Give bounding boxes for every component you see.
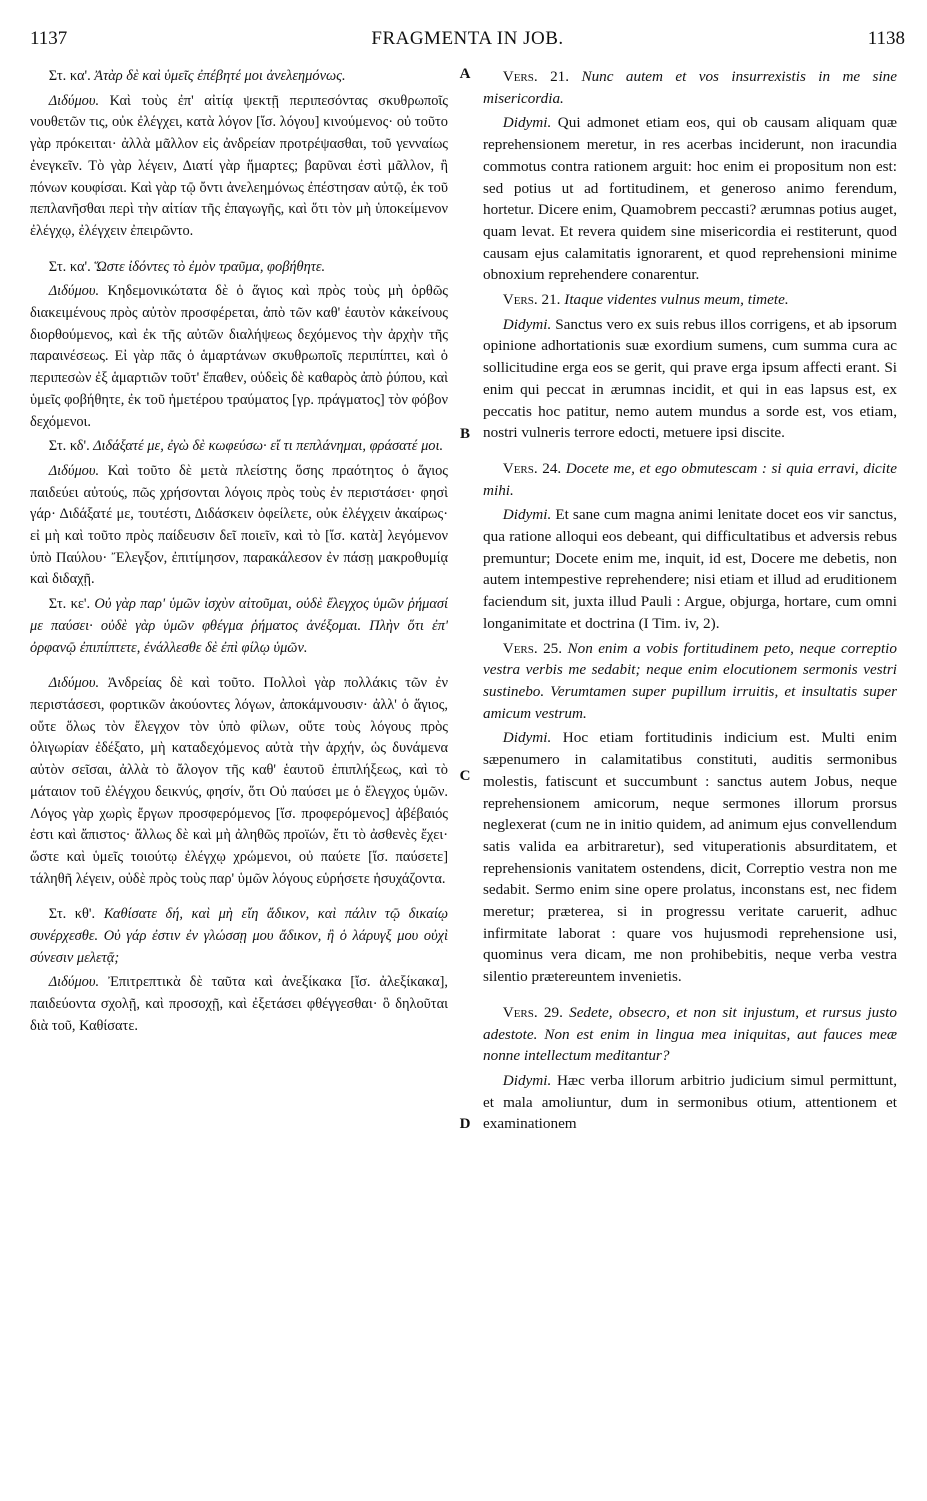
- commentary-text: Hoc etiam fortitudinis indicium est. Multi enim sæpenumero in calamitatibus constituti, auditis sermonibus molestis, fatiscunt et succumbunt : sanctus autem Jobus, neque reprehensionem amicorum, neque sermones illorum prorsus neglexerat (cum ne in initio quidem, ad animum ejus convellendum satis valida ea arbitraretur), sed vituperationis absurditatem, et reprehensionis vanitatem ostendens, dicit, Correptio vestra non me sedabit. Sermo enim sine opere prolatus, inconstans est, nec fidem meretur; præterea, si in progressu veritate caruerit, adhuc infirmitate laborat : quare vos hujusmodi reprehensione usi, quominus vera dicam, me non prohibebitis, neque verba vestra silentio prætereuntem invenietis.: [483, 729, 897, 986]
- verse-reference: Vers. 25.: [502, 639, 563, 657]
- commentator-name: Didymi.: [502, 506, 552, 524]
- commentary-block: [483, 1070, 897, 1135]
- verse-reference: Vers. 21.: [502, 291, 561, 309]
- commentary-text: Sanctus vero ex suis rebus illos corrigens, et ab ipsorum opinione adhortationis suæ exordium sumens, cum summa cura ac sollicitudine erga eos se gerit, qui prave erga ipsum affecti erant. Si enim qui peccat in ærumnas incidit, et qui in eas lapsus est, ex peccatis hoc patitur, nemo autem mundus a sorde est, vos etiam, nostri vulneris terrore edocti, metuere ipsi discite.: [483, 315, 897, 442]
- commentator-name: Διδύμου.: [48, 974, 100, 991]
- running-title: FRAGMENTA IN JOB.: [371, 28, 564, 49]
- verse-text: Ὥστε ἰδόντες τὸ ἐμὸν τραῦμα, φοβήθητε.: [94, 258, 326, 275]
- margin-letter-b: B: [459, 426, 470, 442]
- verse-block: [30, 904, 448, 969]
- margin-letter-d: D: [459, 1116, 471, 1132]
- verse-block: [483, 289, 897, 311]
- verse-text: Nunc autem et vos insurrexistis in me sine misericordia.: [483, 68, 897, 107]
- commentary-text: Καὶ τοὺς ἐπ' αἰτίᾳ ψεκτῇ περιπεσόντας σκυθρωποῖς νουθετῶν τις, οὐκ ἐλέγχει, κατὰ λόγον [ἴσ. λόγου] κινούμενος· οὐ τοῦτο γὰρ πρόκειται· ἀλλὰ μᾶλλον εἰς ἀνδρείαν προτρέψασθαι, τοῦ γενναίως ἐνεγκεῖν. Τὸ γὰρ λέγειν, Διατί γὰρ ἥμαρτες; βαρῦναι ἐστὶ μᾶλλον, ἢ πόνων κουφίσαι. Καὶ γὰρ τῷ ὄντι ἀνελεημόνως ἐπέστησαν αὐτῷ, ἐκ τοῦ πεπλανῆσθαι περὶ τὴν αἰτίαν τῆς ἐπαγωγῆς, καὶ ὅτι τὸν μὴ ὑποκείμενον ἐλέγχῳ, ἐλέγχειν ἐπειρῶντο.: [30, 92, 448, 239]
- verse-block: [30, 594, 448, 659]
- verse-text: Οὐ γὰρ παρ' ὑμῶν ἰσχὺν αἰτοῦμαι, οὐδὲ ἔλεγχος ὑμῶν ῥήμασί με παύσει· οὐδὲ γὰρ ὑμῶν φθέγμα ῥήματος ἀνέξομαι. Πλὴν ὅτι ἐπ' ὀρφανῷ ἐπιπίπτετε, ἐνάλλεσθε δὲ ἐπὶ φίλῳ ὑμῶν.: [30, 596, 448, 656]
- commentary-block: [483, 727, 897, 987]
- commentary-text: Hæc verba illorum arbitrio judicium simul permittunt, et mala amoliuntur, dum in sermonibus otium, attentionem et examinationem: [483, 1071, 897, 1133]
- commentator-name: Διδύμου.: [48, 675, 100, 692]
- verse-text: Itaque videntes vulnus meum, timete.: [564, 291, 789, 309]
- verse-reference: Στ. κδ'.: [48, 438, 90, 455]
- running-header: [30, 28, 905, 52]
- commentator-name: Didymi.: [502, 315, 552, 333]
- verse-block: [483, 638, 897, 725]
- verse-text: Docete me, et ego obmutescam : si quia erravi, dicite mihi.: [483, 459, 897, 499]
- verse-block: [30, 436, 448, 458]
- margin-letter-c: C: [459, 768, 471, 784]
- commentary-text: Ἐπιτρεπτικὰ δὲ ταῦτα καὶ ἀνεξίκακα [ἴσ. ἀλεξίκακα], παιδεύοντα σχολῇ, καὶ προσοχῇ, καὶ ἐξετάσει φθέγγεσθαι· ὃ δηλοῦται διὰ τοῦ, Καθίσατε.: [30, 974, 448, 1034]
- verse-reference: Στ. κθ'.: [48, 906, 96, 923]
- latin-column: [483, 66, 897, 1495]
- commentary-text: Ἀνδρείας δὲ καὶ τοῦτο. Πολλοὶ γὰρ πολλάκις τῶν ἐν περιστάσεσι, φορτικῶν ἀκούοντες λόγων, ἀποκάμνουσιν· ἀλλ' ὁ ἅγιος, οὔτε ὅλως τὸν ἔλεγχον τὸν ὑπὸ φίλων, οὔτε τοὺς λόγους πρὸς ὀλιγωρίαν ἐδέξατο, μὴ καταδεχόμενος αὐτὰ τὴν ἀρχήν, ὡς δυνάμενα αὐτὸν σεῖσαι, ἀλλὰ τὸ ἄλογον τῆς καθ' ἑαυτοῦ ἐπιπλήξεως, καὶ τὸ μάταιον τοῦ ἐλέγχου δεικνύς, φησίν, ὅτι Οὐ παύσει με ὁ ἔλεγχος ὑμῶν. Λόγος γὰρ χωρὶς ἔργων προσφερόμενος [ἴσ. προφερόμενος] ἀβέβαιός ἐστι καὶ ἄπιστος· ἄλλως δὲ καὶ μὴ ἀληθῶς προϊών, ἔτι τὸ ἀσθενὲς ἔχει· ὥστε καὶ ὑμεῖς τοιούτῳ ἐλέγχῳ χρώμενοι, οὐ παύετε [ἴσ. παύσετε] τάληθῆ λέγειν, οὐδὲ πρὸς τοὺς παρ' ὑμῶν λόγους εὑρήσετε ἡσυχάζοντα.: [30, 675, 448, 887]
- commentary-block: [483, 314, 897, 444]
- verse-text: Sedete, obsecro, et non sit injustum, et rursus justo adestote. Non est enim in lingua mea iniquitas, aut fauces meæ nonne intellectum meditantur?: [483, 1003, 897, 1065]
- verse-block: [30, 66, 448, 88]
- verse-block: [483, 1002, 897, 1067]
- commentator-name: Διδύμου.: [48, 462, 100, 479]
- commentator-name: Didymi.: [502, 729, 552, 747]
- margin-letter-a: A: [459, 66, 471, 82]
- verse-reference: Στ. κα'.: [48, 68, 91, 84]
- verse-text: Non enim a vobis fortitudinem peto, neque correptio vestra verbis me sedabit; neque enim elocutionem sermonis vestri sustinebo. Verumtamen super pupillum irruitis, et insultatis super amicum vestrum.: [483, 639, 897, 722]
- greek-column: [30, 66, 448, 1495]
- page-number-left: 1137: [30, 28, 68, 49]
- verse-reference: Στ. κα'.: [48, 258, 91, 275]
- commentary-block: [483, 504, 897, 634]
- commentator-name: Didymi.: [502, 114, 552, 132]
- verse-reference: Vers. 29.: [502, 1003, 563, 1021]
- verse-block: [483, 458, 897, 501]
- verse-block: [30, 257, 448, 279]
- commentary-block: [30, 461, 448, 591]
- page-number-right: 1138: [867, 28, 905, 49]
- verse-reference: Στ. κε'.: [48, 596, 91, 613]
- verse-text: Διδάξατέ με, ἐγὼ δὲ κωφεύσω· εἴ τι πεπλάνημαι, φράσατέ μοι.: [93, 438, 444, 455]
- verse-text: Καθίσατε δή, καὶ μὴ εἴη ἄδικον, καὶ πάλιν τῷ δικαίῳ συνέρχεσθε. Οὐ γάρ ἐστιν ἐν γλώσσῃ μου ἄδικον, ἢ ὁ λάρυγξ μου οὐχὶ σύνεσιν μελετᾷ;: [30, 906, 448, 966]
- commentary-block: [30, 673, 448, 890]
- commentary-block: [30, 972, 448, 1037]
- commentary-text: Κηδεμονικώτατα δὲ ὁ ἅγιος καὶ πρὸς τοὺς μὴ ὀρθῶς διακειμένους πρὸς αὐτὸν προσφέρεται, ἀπὸ τῶν καθ' ἑαυτὸν κἀκείνους διορθούμενος, καὶ ἐκ τῆς αὐτῶν διαλήψεως δεχόμενος τὴν ἀρχὴν τῆς παραινέσεως. Εἰ γὰρ πᾶς ὁ ἁμαρτάνων σκυθρωποῖς περιπίπτει, καὶ ὁ περιπεσὼν ἐξ ἁμαρτιῶν τοῦτ' ἔπαθεν, οὐδεὶς δὲ καθαρὸς ἀπὸ ῥύπου, καὶ ὑμεῖς φοβήθητε, ἐκ τοῦ ἡμετέρου τραύματος [γρ. πράγματος] τὸν φόβον δεχόμενοι.: [30, 283, 448, 430]
- verse-reference: Vers. 24.: [502, 459, 562, 477]
- commentary-text: Καὶ τοῦτο δὲ μετὰ πλείστης ὅσης πραότητος ὁ ἅγιος παιδεύει αὐτούς, πῶς χρήσονται λόγοις πρὸς τοὺς ἐν περιστάσει· φησὶ γάρ· Διδάξατέ με, τουτέστι, Διδάσκειν ὀφείλετε, οὐκ ἐλέγχειν ἀκαίρως· εἰ μὴ καὶ τοῦτο πρὸς παίδευσιν δεῖ ποιεῖν, καὶ τὸ [ἴσ. κατὰ] λεγόμενον ὑπὸ Παύλου· Ἔλεγξον, ἐπιτίμησον, παρακάλεσον ἐν πάσῃ μακροθυμίᾳ καὶ διδαχῇ.: [30, 462, 448, 588]
- commentary-text: Qui admonet etiam eos, qui ob causam aliquam quæ reprehensionem meretur, in res acerbas inciderunt, non iracundia commotus contra rationem arguit: hoc enim ei propositum non est: sed potius ut ad fortitudinem, et generoso animo ferendum, hortetur. Dicere enim, Quamobrem peccasti? ærumnas potius auget, quam levat. Et revera quidem sine misericordia ei restiterunt, quod causam ejus calamitatis ignorarent, et quod reprehensioni minime obnoxium reprehendere conarentur.: [483, 114, 897, 284]
- commentator-name: Διδύμου.: [48, 92, 100, 109]
- commentary-block: [30, 91, 448, 243]
- verse-reference: Vers. 21.: [502, 68, 570, 85]
- verse-text: Ἀτὰρ δὲ καὶ ὑμεῖς ἐπέβητέ μοι ἀνελεημόνως.: [94, 68, 346, 84]
- verse-block: [483, 66, 897, 109]
- commentary-block: [483, 112, 897, 286]
- commentator-name: Διδύμου.: [48, 283, 100, 300]
- commentator-name: Didymi.: [502, 1071, 552, 1089]
- commentary-block: [30, 281, 448, 433]
- commentary-text: Et sane cum magna animi lenitate docet eos vir sanctus, qua ratione alloqui eos debeant, qui difficultatibus et adversis rebus premuntur; Docete enim me, inquit, id est, Docere me debetis, non autem intempestive reprehendere; nisi etiam et illud ad eruditionem faciendum sit, juxta illud Pauli : Argue, objurga, hortare, cum omni longanimitate et doctrina (I Tim. iv, 2).: [483, 506, 897, 632]
